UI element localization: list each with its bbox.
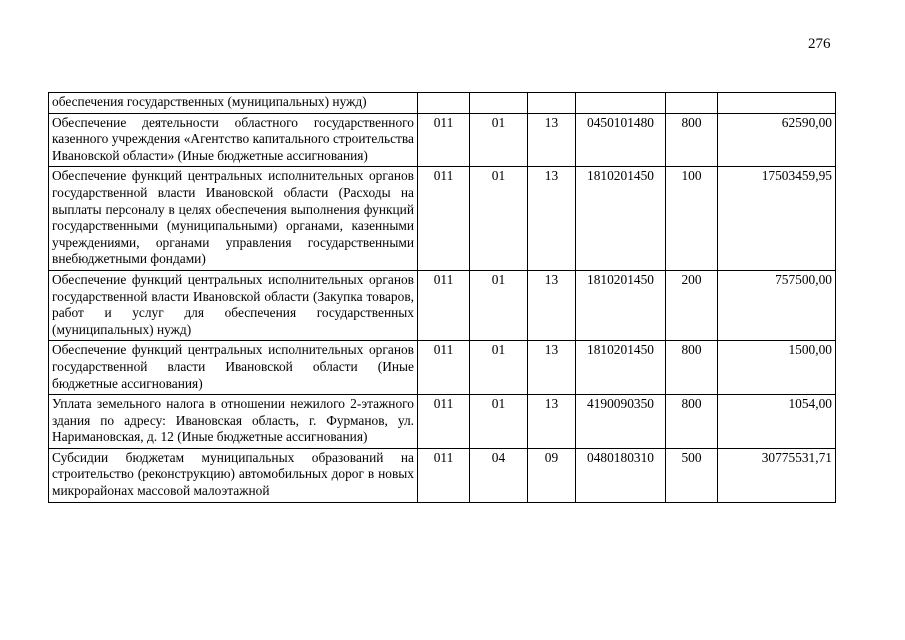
row-org-code: 011 bbox=[418, 448, 470, 502]
row-expense-type: 500 bbox=[666, 448, 718, 502]
page-number: 276 bbox=[808, 36, 831, 52]
row-expense-type: 200 bbox=[666, 270, 718, 340]
row-subsection bbox=[528, 93, 576, 114]
row-amount: 1500,00 bbox=[718, 341, 836, 395]
row-subsection: 13 bbox=[528, 113, 576, 167]
row-amount: 62590,00 bbox=[718, 113, 836, 167]
table-row bbox=[49, 93, 836, 114]
row-subsection: 09 bbox=[528, 448, 576, 502]
row-org-code: 011 bbox=[418, 113, 470, 167]
row-description: Уплата земельного налога в отношении нежилого 2-этажного здания по адресу: Ивановская область, г. Фурманов, ул. Наримановская, д. 12 (Иные бюджетные ассигнования) bbox=[49, 395, 418, 449]
row-section: 01 bbox=[470, 341, 528, 395]
table-row bbox=[49, 395, 836, 449]
row-org-code: 011 bbox=[418, 395, 470, 449]
row-description: Обеспечение функций центральных исполнительных органов государственной власти Ивановской области (Закупка товаров, работ и услуг для обеспечения государственных (муниципальных) нужд) bbox=[49, 270, 418, 340]
budget-table bbox=[48, 92, 836, 503]
row-expense-type bbox=[666, 93, 718, 114]
row-target-code: 1810201450 bbox=[576, 167, 666, 271]
row-section: 01 bbox=[470, 395, 528, 449]
row-section: 01 bbox=[470, 113, 528, 167]
row-target-code: 1810201450 bbox=[576, 270, 666, 340]
row-amount: 1054,00 bbox=[718, 395, 836, 449]
row-section bbox=[470, 93, 528, 114]
row-subsection: 13 bbox=[528, 395, 576, 449]
row-org-code: 011 bbox=[418, 167, 470, 271]
table-row bbox=[49, 270, 836, 340]
row-org-code bbox=[418, 93, 470, 114]
row-description: Обеспечение деятельности областного государственного казенного учреждения «Агентство капитального строительства Ивановской области» (Иные бюджетные ассигнования) bbox=[49, 113, 418, 167]
row-expense-type: 800 bbox=[666, 113, 718, 167]
row-target-code: 0480180310 bbox=[576, 448, 666, 502]
table-row bbox=[49, 167, 836, 271]
row-section: 01 bbox=[470, 167, 528, 271]
row-org-code: 011 bbox=[418, 270, 470, 340]
row-target-code: 1810201450 bbox=[576, 341, 666, 395]
row-subsection: 13 bbox=[528, 167, 576, 271]
row-expense-type: 100 bbox=[666, 167, 718, 271]
row-amount: 17503459,95 bbox=[718, 167, 836, 271]
row-amount: 30775531,71 bbox=[718, 448, 836, 502]
row-expense-type: 800 bbox=[666, 395, 718, 449]
row-target-code bbox=[576, 93, 666, 114]
row-expense-type: 800 bbox=[666, 341, 718, 395]
row-description: Обеспечение функций центральных исполнительных органов государственной власти Ивановской области (Иные бюджетные ассигнования) bbox=[49, 341, 418, 395]
row-amount: 757500,00 bbox=[718, 270, 836, 340]
row-description: Субсидии бюджетам муниципальных образований на строительство (реконструкцию) автомобильных дорог в новых микрорайонах массовой малоэтажной bbox=[49, 448, 418, 502]
table-row bbox=[49, 113, 836, 167]
row-section: 01 bbox=[470, 270, 528, 340]
row-subsection: 13 bbox=[528, 270, 576, 340]
row-amount bbox=[718, 93, 836, 114]
row-subsection: 13 bbox=[528, 341, 576, 395]
row-description: Обеспечение функций центральных исполнительных органов государственной власти Ивановской области (Расходы на выплаты персоналу в целях обеспечения выполнения функций государственными (муниципальными) органами, казенными учреждениями, органами управления государственными внебюджетными фондами) bbox=[49, 167, 418, 271]
row-description: обеспечения государственных (муниципальных) нужд) bbox=[49, 93, 418, 114]
table-row bbox=[49, 341, 836, 395]
row-target-code: 0450101480 bbox=[576, 113, 666, 167]
row-org-code: 011 bbox=[418, 341, 470, 395]
row-section: 04 bbox=[470, 448, 528, 502]
table-row bbox=[49, 448, 836, 502]
row-target-code: 4190090350 bbox=[576, 395, 666, 449]
